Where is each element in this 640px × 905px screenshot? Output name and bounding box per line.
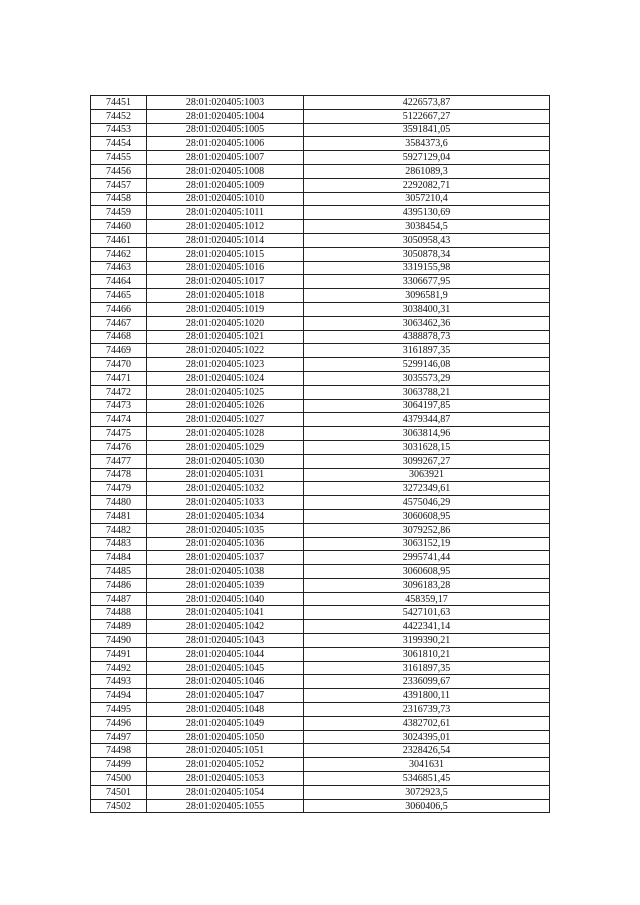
table-row xyxy=(91,647,550,661)
row-number-cell: 74453 xyxy=(91,123,147,137)
table-row xyxy=(91,565,550,579)
cadastral-value-cell: 3096581,9 xyxy=(304,289,550,303)
table-row xyxy=(91,289,550,303)
row-number-cell: 74494 xyxy=(91,689,147,703)
cadastral-value-cell: 3096183,28 xyxy=(304,578,550,592)
row-number-cell: 74496 xyxy=(91,716,147,730)
table-row xyxy=(91,772,550,786)
row-number-cell: 74471 xyxy=(91,371,147,385)
row-number-cell: 74455 xyxy=(91,151,147,165)
table-row xyxy=(91,385,550,399)
row-number-cell: 74470 xyxy=(91,358,147,372)
cadastral-number-cell: 28:01:020405:1027 xyxy=(147,413,304,427)
row-number-cell: 74499 xyxy=(91,758,147,772)
table-row xyxy=(91,178,550,192)
cadastral-number-cell: 28:01:020405:1050 xyxy=(147,730,304,744)
row-number-cell: 74489 xyxy=(91,620,147,634)
cadastral-number-cell: 28:01:020405:1015 xyxy=(147,247,304,261)
cadastral-number-cell: 28:01:020405:1051 xyxy=(147,744,304,758)
row-number-cell: 74500 xyxy=(91,772,147,786)
row-number-cell: 74458 xyxy=(91,192,147,206)
cadastral-value-cell: 3099267,27 xyxy=(304,454,550,468)
cadastral-value-cell: 4422341,14 xyxy=(304,620,550,634)
cadastral-number-cell: 28:01:020405:1036 xyxy=(147,537,304,551)
table-row xyxy=(91,151,550,165)
table-row xyxy=(91,689,550,703)
cadastral-value-cell: 5927129,04 xyxy=(304,151,550,165)
cadastral-number-cell: 28:01:020405:1025 xyxy=(147,385,304,399)
table-row xyxy=(91,96,550,110)
cadastral-value-cell: 3319155,98 xyxy=(304,261,550,275)
row-number-cell: 74487 xyxy=(91,592,147,606)
cadastral-value-cell: 3306677,95 xyxy=(304,275,550,289)
cadastral-value-cell: 5346851,45 xyxy=(304,772,550,786)
table-row xyxy=(91,537,550,551)
cadastral-number-cell: 28:01:020405:1042 xyxy=(147,620,304,634)
cadastral-number-cell: 28:01:020405:1044 xyxy=(147,647,304,661)
cadastral-value-cell: 5299146,08 xyxy=(304,358,550,372)
cadastral-value-cell: 3024395,01 xyxy=(304,730,550,744)
cadastral-number-cell: 28:01:020405:1026 xyxy=(147,399,304,413)
cadastral-number-cell: 28:01:020405:1034 xyxy=(147,509,304,523)
cadastral-number-cell: 28:01:020405:1021 xyxy=(147,330,304,344)
row-number-cell: 74476 xyxy=(91,440,147,454)
row-number-cell: 74475 xyxy=(91,427,147,441)
table-row xyxy=(91,123,550,137)
cadastral-value-cell: 3060608,95 xyxy=(304,509,550,523)
cadastral-number-cell: 28:01:020405:1053 xyxy=(147,772,304,786)
row-number-cell: 74461 xyxy=(91,233,147,247)
cadastral-value-cell: 3063152,19 xyxy=(304,537,550,551)
cadastral-number-cell: 28:01:020405:1024 xyxy=(147,371,304,385)
table-row xyxy=(91,661,550,675)
table-row xyxy=(91,427,550,441)
table-row xyxy=(91,192,550,206)
cadastral-number-cell: 28:01:020405:1005 xyxy=(147,123,304,137)
cadastral-value-cell: 4382702,61 xyxy=(304,716,550,730)
row-number-cell: 74490 xyxy=(91,634,147,648)
table-row xyxy=(91,758,550,772)
cadastral-value-cell: 4379344,87 xyxy=(304,413,550,427)
cadastral-value-cell: 3161897,35 xyxy=(304,344,550,358)
cadastral-number-cell: 28:01:020405:1020 xyxy=(147,316,304,330)
row-number-cell: 74451 xyxy=(91,96,147,110)
table-row xyxy=(91,703,550,717)
cadastral-number-cell: 28:01:020405:1008 xyxy=(147,164,304,178)
table-row xyxy=(91,344,550,358)
cadastral-value-cell: 3063462,36 xyxy=(304,316,550,330)
table-row xyxy=(91,675,550,689)
table-row xyxy=(91,523,550,537)
table-row xyxy=(91,730,550,744)
table-row xyxy=(91,482,550,496)
row-number-cell: 74477 xyxy=(91,454,147,468)
cadastral-value-cell: 3031628,15 xyxy=(304,440,550,454)
cadastral-number-cell: 28:01:020405:1032 xyxy=(147,482,304,496)
table-row xyxy=(91,275,550,289)
row-number-cell: 74495 xyxy=(91,703,147,717)
cadastral-number-cell: 28:01:020405:1028 xyxy=(147,427,304,441)
cadastral-value-cell: 3272349,61 xyxy=(304,482,550,496)
cadastral-value-cell: 4575046,29 xyxy=(304,496,550,510)
cadastral-number-cell: 28:01:020405:1048 xyxy=(147,703,304,717)
row-number-cell: 74454 xyxy=(91,137,147,151)
cadastral-number-cell: 28:01:020405:1054 xyxy=(147,785,304,799)
cadastral-number-cell: 28:01:020405:1055 xyxy=(147,799,304,813)
table-row xyxy=(91,109,550,123)
table-row xyxy=(91,799,550,813)
cadastral-number-cell: 28:01:020405:1011 xyxy=(147,206,304,220)
cadastral-value-cell: 2328426,54 xyxy=(304,744,550,758)
cadastral-value-cell: 3061810,21 xyxy=(304,647,550,661)
cadastral-value-cell: 3035573,29 xyxy=(304,371,550,385)
table-row xyxy=(91,634,550,648)
table-row xyxy=(91,302,550,316)
table-row xyxy=(91,551,550,565)
row-number-cell: 74480 xyxy=(91,496,147,510)
table-row xyxy=(91,206,550,220)
cadastral-value-cell: 4388878,73 xyxy=(304,330,550,344)
table-row xyxy=(91,468,550,482)
cadastral-value-cell: 3041631 xyxy=(304,758,550,772)
table-row xyxy=(91,606,550,620)
cadastral-number-cell: 28:01:020405:1045 xyxy=(147,661,304,675)
cadastral-number-cell: 28:01:020405:1023 xyxy=(147,358,304,372)
row-number-cell: 74468 xyxy=(91,330,147,344)
cadastral-value-cell: 5122667,27 xyxy=(304,109,550,123)
row-number-cell: 74469 xyxy=(91,344,147,358)
row-number-cell: 74486 xyxy=(91,578,147,592)
cadastral-value-cell: 2995741,44 xyxy=(304,551,550,565)
table-row xyxy=(91,330,550,344)
table-row xyxy=(91,137,550,151)
row-number-cell: 74497 xyxy=(91,730,147,744)
row-number-cell: 74456 xyxy=(91,164,147,178)
cadastral-number-cell: 28:01:020405:1031 xyxy=(147,468,304,482)
row-number-cell: 74472 xyxy=(91,385,147,399)
row-number-cell: 74502 xyxy=(91,799,147,813)
cadastral-value-cell: 3050878,34 xyxy=(304,247,550,261)
row-number-cell: 74479 xyxy=(91,482,147,496)
row-number-cell: 74464 xyxy=(91,275,147,289)
table-row xyxy=(91,247,550,261)
row-number-cell: 74493 xyxy=(91,675,147,689)
cadastral-number-cell: 28:01:020405:1038 xyxy=(147,565,304,579)
cadastral-value-cell: 4395130,69 xyxy=(304,206,550,220)
cadastral-value-cell: 4391800,11 xyxy=(304,689,550,703)
cadastral-value-cell: 3038454,5 xyxy=(304,220,550,234)
cadastral-number-cell: 28:01:020405:1018 xyxy=(147,289,304,303)
table-row xyxy=(91,620,550,634)
cadastral-number-cell: 28:01:020405:1043 xyxy=(147,634,304,648)
row-number-cell: 74488 xyxy=(91,606,147,620)
row-number-cell: 74466 xyxy=(91,302,147,316)
row-number-cell: 74481 xyxy=(91,509,147,523)
row-number-cell: 74498 xyxy=(91,744,147,758)
cadastral-value-cell: 3057210,4 xyxy=(304,192,550,206)
row-number-cell: 74462 xyxy=(91,247,147,261)
cadastral-number-cell: 28:01:020405:1006 xyxy=(147,137,304,151)
cadastral-value-cell: 3038400,31 xyxy=(304,302,550,316)
cadastral-number-cell: 28:01:020405:1003 xyxy=(147,96,304,110)
cadastral-value-cell: 5427101,63 xyxy=(304,606,550,620)
cadastral-number-cell: 28:01:020405:1017 xyxy=(147,275,304,289)
cadastral-number-cell: 28:01:020405:1037 xyxy=(147,551,304,565)
cadastral-value-cell: 3161897,35 xyxy=(304,661,550,675)
cadastral-value-cell: 458359,17 xyxy=(304,592,550,606)
row-number-cell: 74474 xyxy=(91,413,147,427)
cadastral-number-cell: 28:01:020405:1022 xyxy=(147,344,304,358)
table-row xyxy=(91,399,550,413)
table-row xyxy=(91,785,550,799)
cadastral-number-cell: 28:01:020405:1039 xyxy=(147,578,304,592)
cadastral-number-cell: 28:01:020405:1041 xyxy=(147,606,304,620)
cadastral-value-cell: 2861089,3 xyxy=(304,164,550,178)
cadastral-number-cell: 28:01:020405:1007 xyxy=(147,151,304,165)
cadastral-value-cell: 3063814,96 xyxy=(304,427,550,441)
table-row xyxy=(91,371,550,385)
row-number-cell: 74484 xyxy=(91,551,147,565)
cadastral-number-cell: 28:01:020405:1004 xyxy=(147,109,304,123)
row-number-cell: 74483 xyxy=(91,537,147,551)
cadastral-value-cell: 2336099,67 xyxy=(304,675,550,689)
row-number-cell: 74465 xyxy=(91,289,147,303)
table-body xyxy=(91,96,550,813)
table-row xyxy=(91,233,550,247)
table-row xyxy=(91,440,550,454)
row-number-cell: 74478 xyxy=(91,468,147,482)
table-row xyxy=(91,592,550,606)
cadastral-value-cell: 3591841,05 xyxy=(304,123,550,137)
table-row xyxy=(91,358,550,372)
cadastral-value-cell: 3072923,5 xyxy=(304,785,550,799)
cadastral-value-cell: 3063921 xyxy=(304,468,550,482)
cadastral-value-cell: 3060608,95 xyxy=(304,565,550,579)
cadastral-number-cell: 28:01:020405:1012 xyxy=(147,220,304,234)
cadastral-number-cell: 28:01:020405:1033 xyxy=(147,496,304,510)
cadastral-value-cell: 3063788,21 xyxy=(304,385,550,399)
row-number-cell: 74501 xyxy=(91,785,147,799)
cadastral-number-cell: 28:01:020405:1040 xyxy=(147,592,304,606)
cadastral-value-cell: 2316739,73 xyxy=(304,703,550,717)
cadastral-number-cell: 28:01:020405:1052 xyxy=(147,758,304,772)
row-number-cell: 74467 xyxy=(91,316,147,330)
cadastral-number-cell: 28:01:020405:1014 xyxy=(147,233,304,247)
cadastral-value-cell: 3584373,6 xyxy=(304,137,550,151)
cadastral-number-cell: 28:01:020405:1030 xyxy=(147,454,304,468)
row-number-cell: 74452 xyxy=(91,109,147,123)
table-row xyxy=(91,413,550,427)
row-number-cell: 74473 xyxy=(91,399,147,413)
table-row xyxy=(91,261,550,275)
table-row xyxy=(91,716,550,730)
cadastral-number-cell: 28:01:020405:1049 xyxy=(147,716,304,730)
table-row xyxy=(91,744,550,758)
row-number-cell: 74492 xyxy=(91,661,147,675)
cadastral-number-cell: 28:01:020405:1016 xyxy=(147,261,304,275)
cadastral-number-cell: 28:01:020405:1046 xyxy=(147,675,304,689)
row-number-cell: 74459 xyxy=(91,206,147,220)
table-row xyxy=(91,578,550,592)
cadastral-value-cell: 3050958,43 xyxy=(304,233,550,247)
cadastral-value-cell: 3064197,85 xyxy=(304,399,550,413)
cadastral-value-cell: 3079252,86 xyxy=(304,523,550,537)
row-number-cell: 74460 xyxy=(91,220,147,234)
cadastral-number-cell: 28:01:020405:1019 xyxy=(147,302,304,316)
table-row xyxy=(91,454,550,468)
table-row xyxy=(91,496,550,510)
cadastral-value-cell: 3199390,21 xyxy=(304,634,550,648)
cadastral-number-cell: 28:01:020405:1047 xyxy=(147,689,304,703)
table-row xyxy=(91,164,550,178)
row-number-cell: 74491 xyxy=(91,647,147,661)
row-number-cell: 74485 xyxy=(91,565,147,579)
cadastral-value-cell: 3060406,5 xyxy=(304,799,550,813)
row-number-cell: 74463 xyxy=(91,261,147,275)
row-number-cell: 74482 xyxy=(91,523,147,537)
cadastral-value-cell: 4226573,87 xyxy=(304,96,550,110)
table-row xyxy=(91,316,550,330)
cadastral-value-cell: 2292082,71 xyxy=(304,178,550,192)
row-number-cell: 74457 xyxy=(91,178,147,192)
table-row xyxy=(91,220,550,234)
cadastral-number-cell: 28:01:020405:1009 xyxy=(147,178,304,192)
cadastral-number-cell: 28:01:020405:1010 xyxy=(147,192,304,206)
cadastral-value-table xyxy=(90,95,550,813)
cadastral-number-cell: 28:01:020405:1035 xyxy=(147,523,304,537)
table-row xyxy=(91,509,550,523)
cadastral-number-cell: 28:01:020405:1029 xyxy=(147,440,304,454)
